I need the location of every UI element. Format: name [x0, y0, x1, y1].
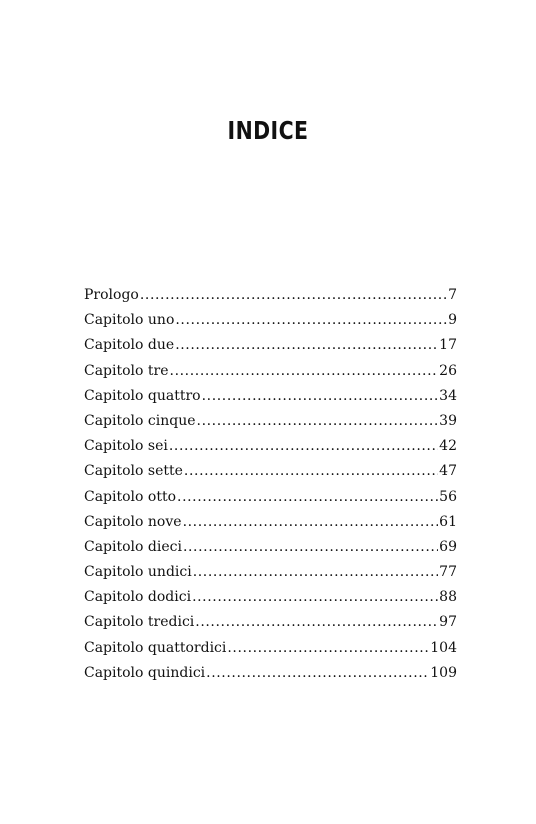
toc-entry[interactable] [84, 560, 457, 585]
toc-entry-page: 69 [439, 538, 457, 555]
toc-entry-label: Capitolo quattordici [84, 639, 227, 656]
toc-entry-label: Capitolo uno [84, 312, 175, 329]
dot-leader [169, 434, 438, 459]
dot-leader [140, 283, 447, 308]
dot-leader [177, 485, 438, 510]
toc-entry-label: Capitolo tre [84, 362, 169, 379]
toc-entry-page: 109 [430, 664, 457, 681]
toc-entry-label: Capitolo sei [84, 438, 168, 455]
toc-entry[interactable] [84, 585, 457, 610]
toc-entry[interactable] [84, 333, 457, 358]
toc-entry-label: Capitolo undici [84, 564, 192, 581]
dot-leader [184, 459, 438, 484]
toc-entry[interactable] [84, 610, 457, 635]
toc-entry-page: 77 [439, 564, 457, 581]
toc-entry[interactable] [84, 661, 457, 686]
toc-entry-page: 7 [448, 287, 457, 303]
toc-entry-label: Capitolo nove [84, 513, 182, 530]
dot-leader [202, 384, 439, 409]
dot-leader [206, 661, 429, 686]
toc-entry[interactable] [84, 384, 457, 409]
dot-leader [175, 308, 447, 333]
toc-entry[interactable] [84, 459, 457, 484]
dot-leader [193, 560, 438, 585]
toc-entry[interactable] [84, 409, 457, 434]
toc-entry-label: Capitolo dodici [84, 589, 192, 606]
toc-entry[interactable] [84, 359, 457, 384]
toc-entry-page: 42 [439, 438, 457, 455]
toc-entry-label: Prologo [84, 287, 139, 303]
toc-entry-page: 34 [439, 387, 457, 404]
toc-entry-page: 104 [430, 639, 457, 656]
toc-entry-label: Capitolo sette [84, 463, 183, 480]
toc-entry-page: 26 [439, 362, 457, 379]
toc-entry-page: 9 [448, 312, 457, 329]
toc-entry[interactable] [84, 434, 457, 459]
toc-entry[interactable] [84, 510, 457, 535]
toc-entry[interactable] [84, 283, 457, 308]
page-title: INDICE [227, 116, 309, 145]
toc-entry-label: Capitolo dieci [84, 538, 182, 555]
toc-entry[interactable] [84, 636, 457, 661]
table-of-contents [84, 283, 457, 686]
toc-entry-label: Capitolo quindici [84, 664, 206, 681]
dot-leader [195, 610, 438, 635]
dot-leader [197, 409, 439, 434]
toc-entry-label: Capitolo otto [84, 488, 177, 505]
toc-entry-page: 17 [439, 337, 457, 354]
toc-entry-label: Capitolo tredici [84, 614, 195, 631]
toc-entry[interactable] [84, 535, 457, 560]
toc-entry-label: Capitolo cinque [84, 412, 196, 429]
dot-leader [183, 535, 438, 560]
toc-entry-page: 88 [439, 589, 457, 606]
toc-entry-page: 97 [439, 614, 457, 631]
toc-entry-page: 47 [439, 463, 457, 480]
toc-entry-label: Capitolo quattro [84, 387, 201, 404]
toc-entry[interactable] [84, 485, 457, 510]
dot-leader [170, 359, 439, 384]
toc-entry-page: 56 [439, 488, 457, 505]
toc-entry-page: 39 [439, 412, 457, 429]
dot-leader [192, 585, 438, 610]
toc-entry-page: 61 [439, 513, 457, 530]
dot-leader [175, 333, 438, 358]
dot-leader [227, 636, 429, 661]
toc-entry[interactable] [84, 308, 457, 333]
toc-entry-label: Capitolo due [84, 337, 175, 354]
dot-leader [183, 510, 439, 535]
